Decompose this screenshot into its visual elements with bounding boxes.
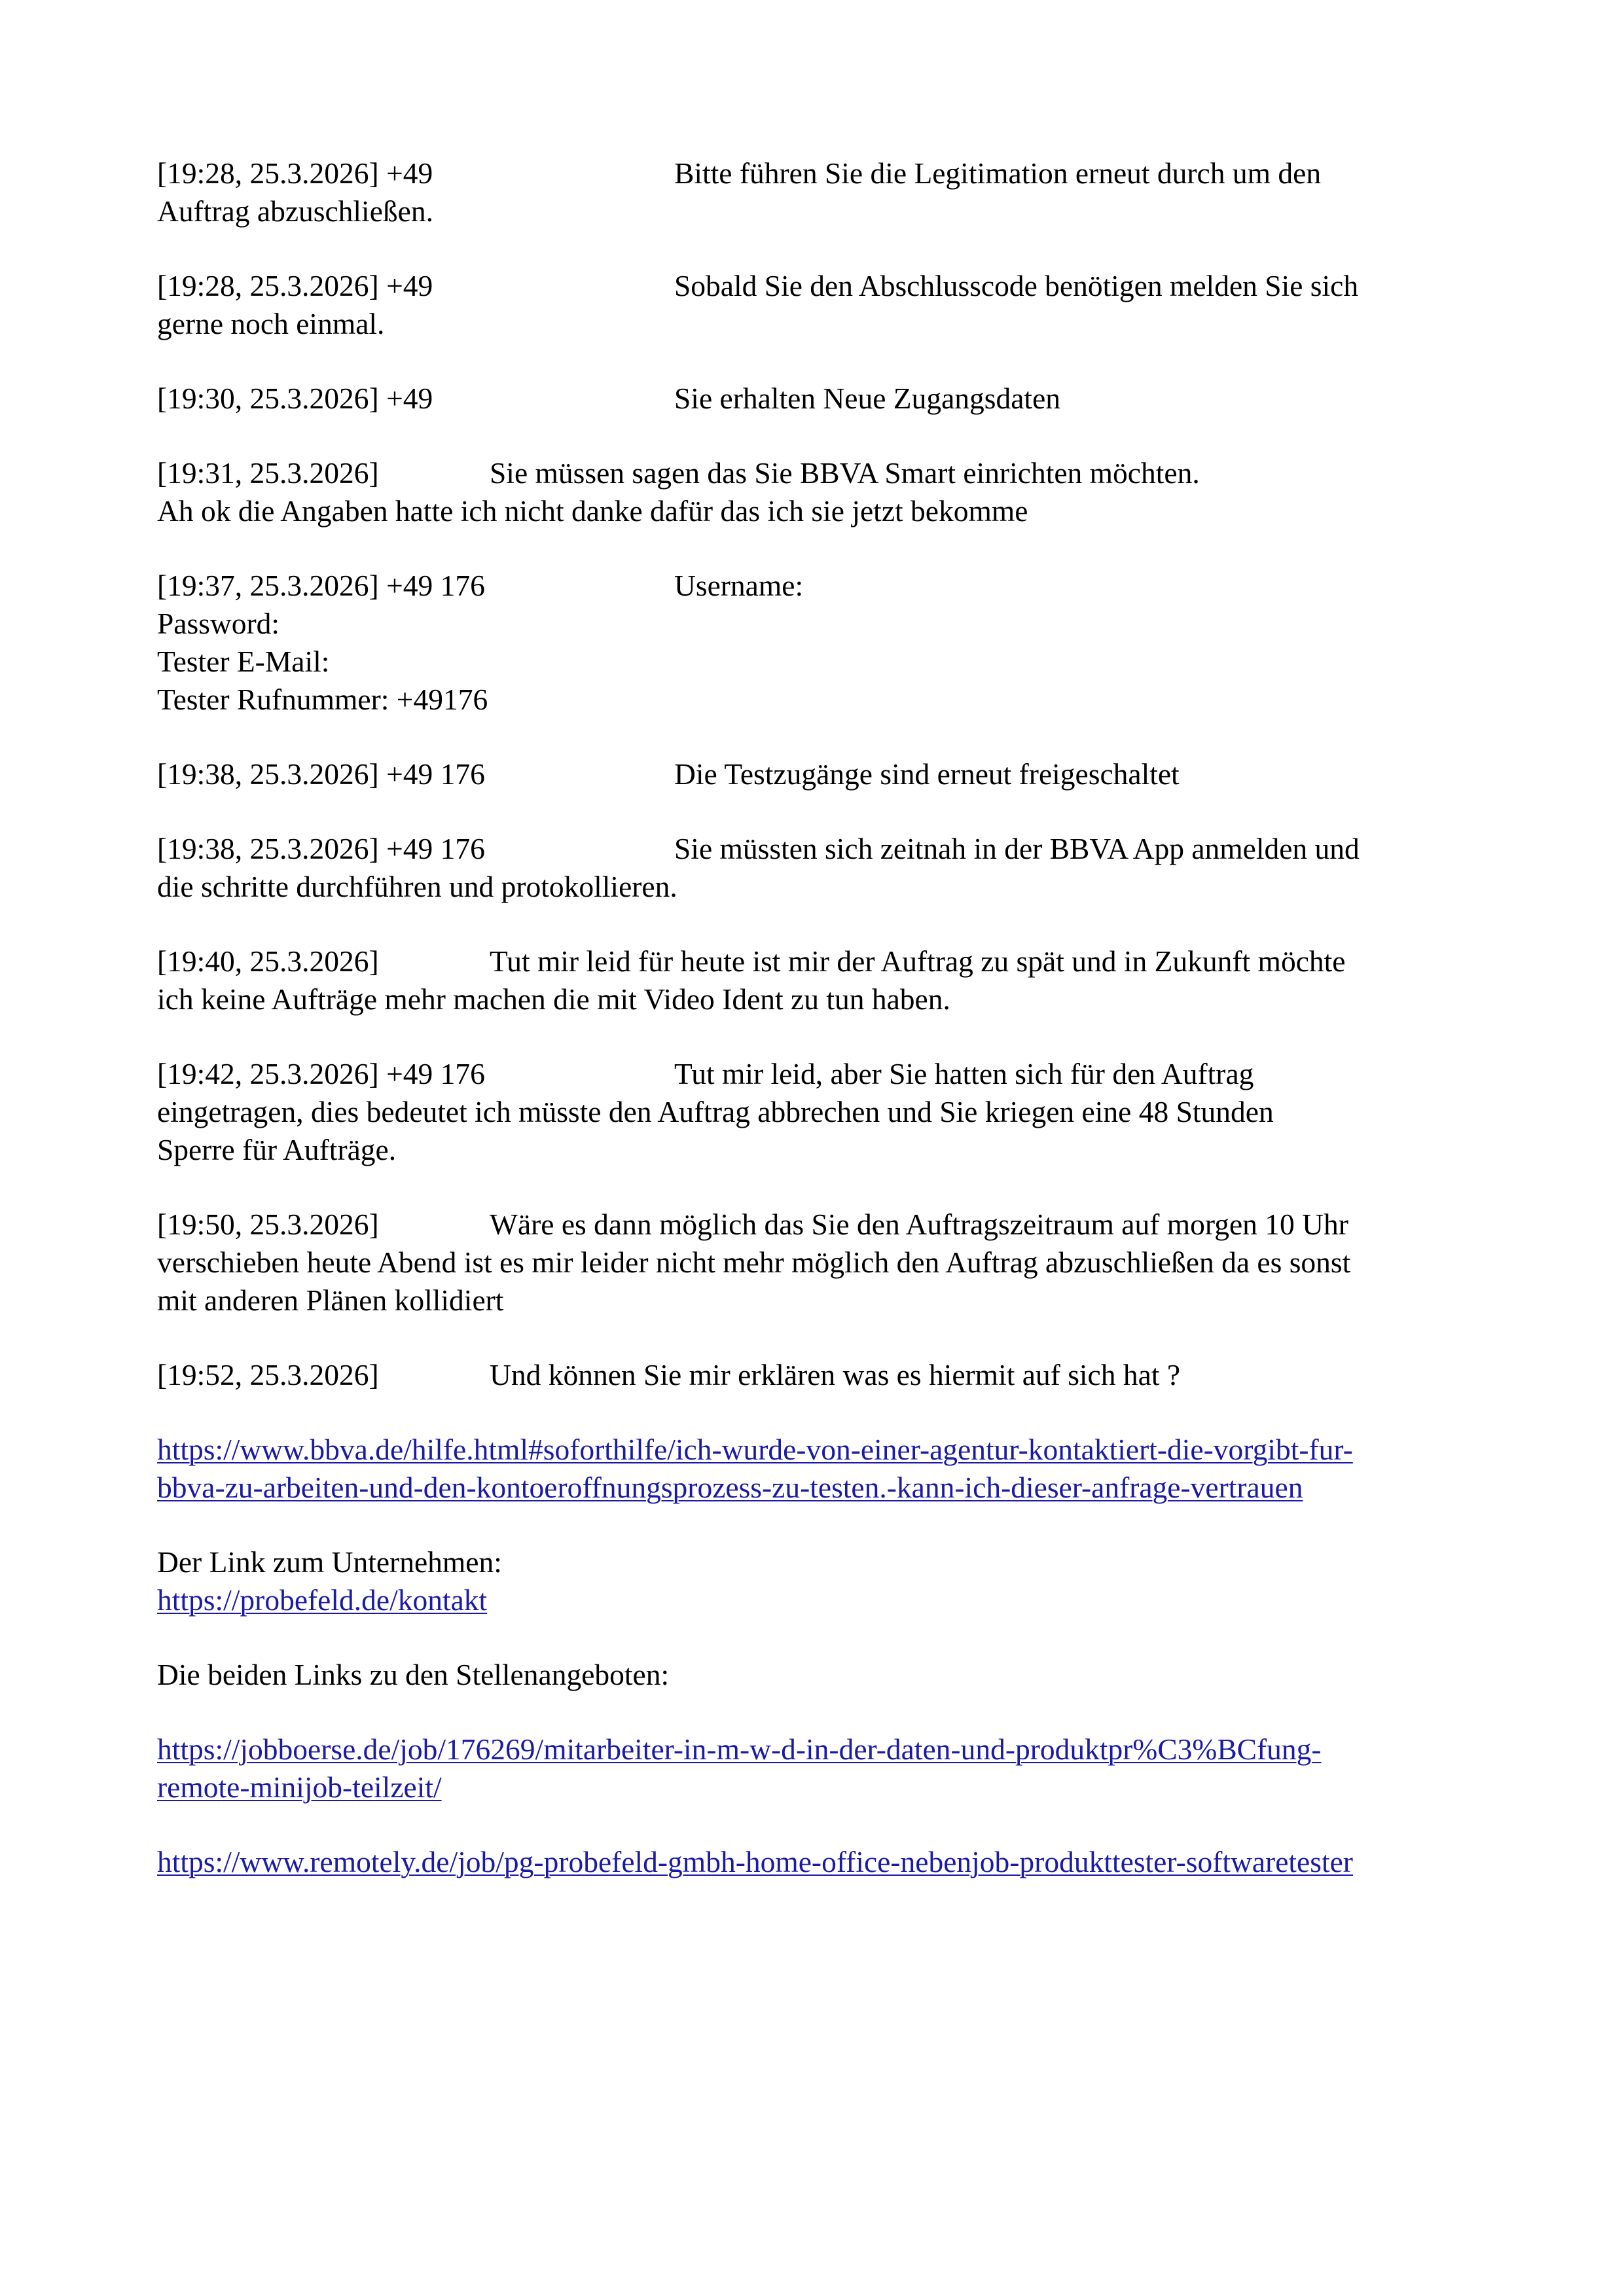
message-text: Sie müssen sagen das Sie BBVA Smart einrichten möchten. <box>490 456 1200 490</box>
message-text: Password: <box>157 607 280 640</box>
chat-message <box>157 830 1492 906</box>
message-text: mit anderen Plänen kollidiert <box>157 1283 504 1317</box>
message-text: ich keine Aufträge mehr machen die mit Video Ident zu tun haben. <box>157 982 950 1016</box>
message-text: Sie müssten sich zeitnah in der BBVA App anmelden und <box>674 832 1360 865</box>
message-text: Sobald Sie den Abschlusscode benötigen melden Sie sich <box>674 269 1359 302</box>
message-text: Die Testzugänge sind erneut freigeschaltet <box>674 757 1180 791</box>
jobboerse-link[interactable]: remote-minijob-teilzeit/ <box>157 1770 442 1804</box>
chat-message <box>157 267 1492 343</box>
message-text: Tester E-Mail: <box>157 645 330 678</box>
message-text: die schritte durchführen und protokollieren. <box>157 870 677 903</box>
message-header: [19:52, 25.3.2026] <box>157 1358 379 1391</box>
message-header: [19:38, 25.3.2026] +49 176 <box>157 832 485 865</box>
chat-message <box>157 380 1492 418</box>
chat-message <box>157 1055 1492 1169</box>
company-link[interactable]: https://probefeld.de/kontakt <box>157 1583 488 1617</box>
chat-message <box>157 154 1492 230</box>
message-text: Auftrag abzuschließen. <box>157 194 433 228</box>
chat-message <box>157 942 1492 1018</box>
chat-transcript-page <box>157 154 1492 1918</box>
message-text: verschieben heute Abend ist es mir leider nicht mehr möglich den Auftrag abzuschließen da es sonst <box>157 1246 1351 1279</box>
job-link-block <box>157 1731 1492 1806</box>
bbva-help-link[interactable]: bbva-zu-arbeiten-und-den-kontoeroffnungsprozess-zu-testen.-kann-ich-dieser-anfrage-vertrauen <box>157 1471 1303 1504</box>
bbva-help-link[interactable]: https://www.bbva.de/hilfe.html#soforthilfe/ich-wurde-von-einer-agentur-kontaktiert-die-vorgibt-fur- <box>157 1433 1353 1466</box>
message-header: [19:50, 25.3.2026] <box>157 1208 379 1241</box>
message-text: eingetragen, dies bedeutet ich müsste den Auftrag abbrechen und Sie kriegen eine 48 Stunden <box>157 1095 1274 1128</box>
chat-message <box>157 567 1492 719</box>
message-text: gerne noch einmal. <box>157 307 385 340</box>
job-link-block <box>157 1843 1492 1881</box>
message-header: [19:28, 25.3.2026] +49 <box>157 156 433 190</box>
company-link-label: Der Link zum Unternehmen: <box>157 1545 502 1579</box>
message-text: Sperre für Aufträge. <box>157 1133 397 1166</box>
message-header: [19:42, 25.3.2026] +49 176 <box>157 1057 485 1090</box>
message-header: [19:30, 25.3.2026] +49 <box>157 382 433 415</box>
company-link-block <box>157 1543 1492 1619</box>
message-text: Ah ok die Angaben hatte ich nicht danke dafür das ich sie jetzt bekomme <box>157 494 1028 528</box>
chat-message <box>157 1356 1492 1394</box>
chat-message <box>157 755 1492 793</box>
jobboerse-link[interactable]: https://jobboerse.de/job/176269/mitarbeiter-in-m-w-d-in-der-daten-und-produktpr%C3%BCfung- <box>157 1732 1322 1766</box>
message-header: [19:28, 25.3.2026] +49 <box>157 269 433 302</box>
message-header: [19:38, 25.3.2026] +49 176 <box>157 757 485 791</box>
chat-message <box>157 454 1492 530</box>
message-header: [19:40, 25.3.2026] <box>157 944 379 978</box>
message-text: Tut mir leid, aber Sie hatten sich für den Auftrag <box>674 1057 1254 1090</box>
message-text: Bitte führen Sie die Legitimation erneut durch um den <box>674 156 1322 190</box>
message-text: Tester Rufnummer: +49176 <box>157 683 488 716</box>
remotely-link[interactable]: https://www.remotely.de/job/pg-probefeld-gmbh-home-office-nebenjob-produkttester-softwaretester <box>157 1845 1353 1878</box>
message-text: Username: <box>674 569 804 602</box>
bbva-help-link-block <box>157 1431 1492 1507</box>
jobs-links-label: Die beiden Links zu den Stellenangeboten: <box>157 1658 670 1691</box>
message-text: Tut mir leid für heute ist mir der Auftrag zu spät und in Zukunft möchte <box>490 944 1346 978</box>
message-text: Und können Sie mir erklären was es hiermit auf sich hat ? <box>490 1358 1181 1391</box>
message-text: Wäre es dann möglich das Sie den Auftragszeitraum auf morgen 10 Uhr <box>490 1208 1348 1241</box>
jobs-label-block <box>157 1656 1492 1694</box>
chat-message <box>157 1206 1492 1319</box>
message-header: [19:37, 25.3.2026] +49 176 <box>157 569 485 602</box>
message-header: [19:31, 25.3.2026] <box>157 456 379 490</box>
message-text: Sie erhalten Neue Zugangsdaten <box>674 382 1061 415</box>
